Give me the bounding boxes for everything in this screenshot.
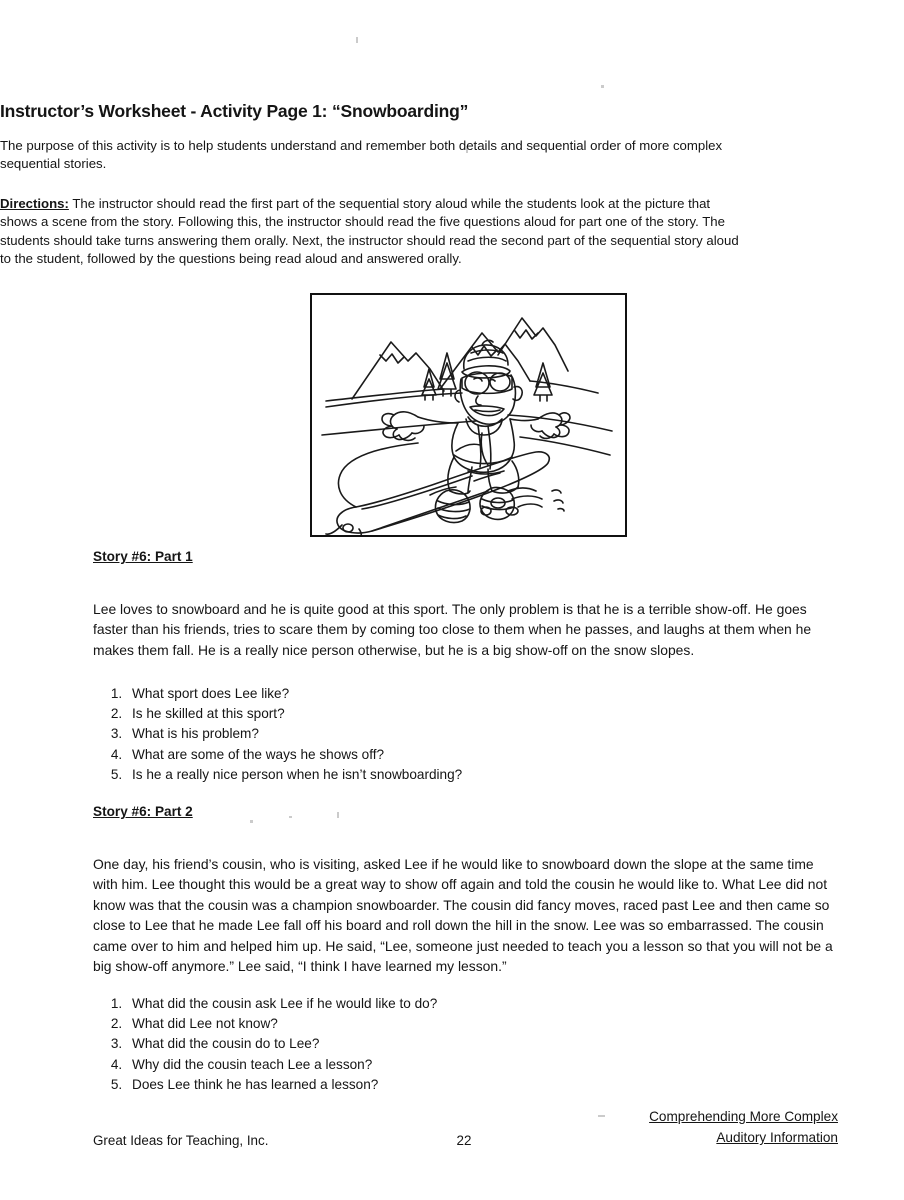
scan-speck <box>601 85 604 88</box>
scan-speck <box>598 1115 605 1117</box>
list-item: 4. What are some of the ways he shows off? <box>126 745 462 765</box>
footer-series-line2: Auditory Information <box>716 1130 838 1145</box>
list-item: 5. Is he a really nice person when he isn’t snowboarding? <box>126 765 462 785</box>
page-title: Instructor’s Worksheet - Activity Page 1: “Snowboarding” <box>0 101 469 121</box>
list-item: 4. Why did the cousin teach Lee a lesson? <box>126 1055 437 1075</box>
list-item: 1. What sport does Lee like? <box>126 684 462 704</box>
footer-series-title <box>649 1106 838 1148</box>
illustration-frame <box>310 293 627 537</box>
scan-speck <box>356 37 358 43</box>
list-item: 5. Does Lee think he has learned a lesson? <box>126 1075 437 1095</box>
directions-body: The instructor should read the first part of the sequential story aloud while the students look at the picture that shows a scene from the story. Following this, the instructor should read the five questions aloud for part one of the story. The students should take turns answering them orally. Next, the instructor should read the second part of the sequential story aloud to the student, followed by the questions being read aloud and answered orally. <box>0 196 739 267</box>
list-item: 3. What is his problem? <box>126 724 462 744</box>
part1-story: Lee loves to snowboard and he is quite good at this sport. The only problem is that he is a terrible show-off. He goes faster than his friends, tries to scare them by coming too close to them when he passes, and laughs at them when he makes them fall. He is a really nice person otherwise, but he is a big show-off on the snow slopes. <box>93 600 812 658</box>
footer-series-line1: Comprehending More Complex <box>649 1109 838 1124</box>
list-item: 3. What did the cousin do to Lee? <box>126 1034 437 1054</box>
directions-paragraph <box>0 195 748 268</box>
purpose-paragraph: The purpose of this activity is to help students understand and remember both details and sequential order of more complex sequential stories. <box>0 138 723 171</box>
list-item: 2. Is he skilled at this sport? <box>126 704 462 724</box>
part1-question-list <box>100 684 462 785</box>
part2-heading: Story #6: Part 2 <box>93 804 193 819</box>
scan-speck <box>289 816 292 818</box>
part1-heading: Story #6: Part 1 <box>93 549 193 564</box>
list-item: 1. What did the cousin ask Lee if he would like to do? <box>126 994 437 1014</box>
list-item: 2. What did Lee not know? <box>126 1014 437 1034</box>
scan-speck <box>250 820 253 823</box>
part2-question-list <box>100 994 437 1095</box>
footer-publisher: Great Ideas for Teaching, Inc. <box>93 1133 269 1148</box>
snowboarder-illustration <box>312 295 625 535</box>
directions-label: Directions: <box>0 196 69 212</box>
part2-story: One day, his friend’s cousin, who is visiting, asked Lee if he would like to snowboard down the slope at the same time with him. Lee thought this would be a great way to show off again and told the cousin he would like to. What Lee did not know was that the cousin was a champion snowboarder. The cousin did fancy moves, raced past Lee and then came so close to Lee that he made Lee fall off his board and roll down the hill in the snow. Lee was so embarrassed. The cousin came over to him and helped him up. He said, “Lee, someone just needed to teach you a lesson so that you will not be a big show-off anymore.” Lee said, “I think I have learned my lesson.” <box>93 855 833 974</box>
scan-speck <box>337 812 339 818</box>
footer-page-number: 22 <box>456 1133 472 1148</box>
